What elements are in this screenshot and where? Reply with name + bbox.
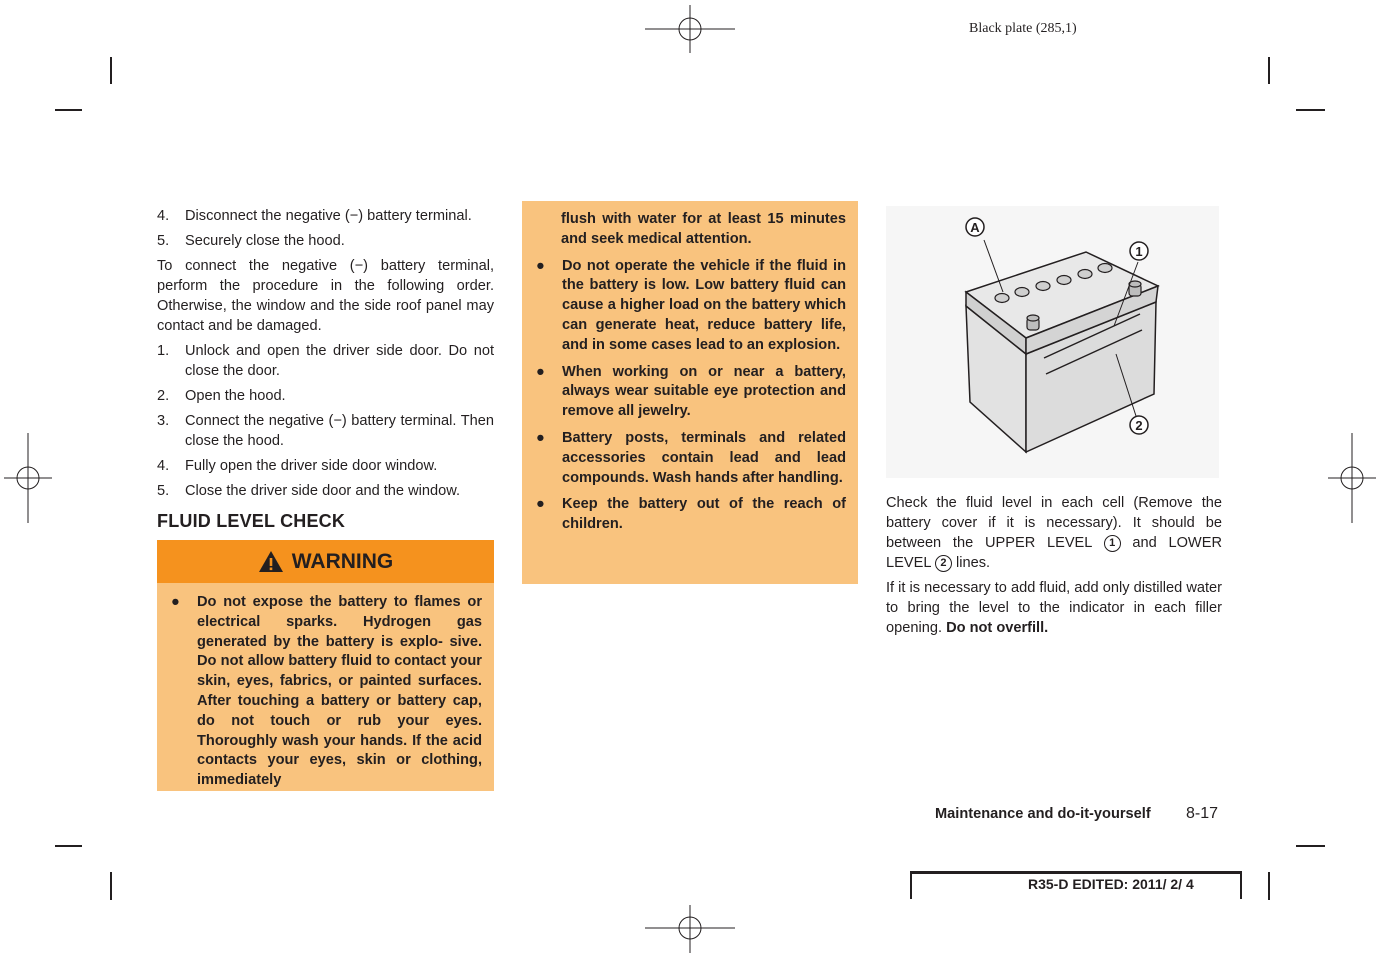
plate-label: Black plate (285,1): [969, 21, 1077, 36]
figure-label-1: 1: [1135, 244, 1143, 259]
battery-illustration: [886, 206, 1219, 478]
warning-triangle-icon: [258, 550, 284, 573]
figure-label-2: 2: [1135, 418, 1143, 433]
left-column: [157, 206, 494, 791]
warning-bullet: ● Do not expose the battery to flames or electrical sparks. Hydrogen gas generated by the battery is explo- sive. Do not allow battery fluid to contact your skin, eyes, fabrics, or painted surfaces. After touching a battery or battery cap, do not touch or rub your eyes. Thoroughly wash your hands. If the acid contacts your eyes, skin or clothing, immediately: [171, 594, 482, 789]
section-heading: FLUID LEVEL CHECK: [157, 511, 346, 531]
list-item: 1. Unlock and open the driver side door. Do not close the door.: [157, 343, 494, 379]
level-marker-2: 2: [935, 555, 952, 572]
warning-body-1: [157, 583, 494, 791]
right-column: [886, 493, 1222, 643]
level-marker-1: 1: [1104, 535, 1121, 552]
registration-mark-bottom: [645, 905, 735, 953]
page-number: 8-17: [1186, 805, 1219, 822]
warning-body-2: [522, 201, 858, 584]
registration-mark-top: [645, 5, 735, 55]
registration-mark-right: [1328, 433, 1376, 523]
edited-bar: [910, 871, 1242, 874]
list-item: 5. Securely close the hood.: [157, 233, 345, 249]
warning-title: WARNING: [291, 549, 394, 573]
list-item: 4. Disconnect the negative (−) battery terminal.: [157, 208, 472, 224]
list-item: 4. Fully open the driver side door window.: [157, 458, 438, 474]
paragraph: If it is necessary to add fluid, add only distilled water to bring the level to the indicator in each filler opening. Do not overfill.: [886, 580, 1222, 636]
warning-bullet: ● Do not operate the vehicle if the fluid in the battery is low. Low battery fluid can cause a higher load on the battery which can generate heat, reduce battery life, and in some cases lead to an explosion.: [536, 257, 846, 353]
paragraph: Check the fluid level in each cell (Remove the battery cover if it is necessary). It should be between the UPPER LEVEL 1 and LOWER LEVEL 2 lines.: [886, 495, 1222, 571]
figure-label-a: A: [970, 220, 980, 235]
warning-bullet: ● Keep the battery out of the reach of children.: [536, 496, 846, 533]
edited-stamp: R35-D EDITED: 2011/ 2/ 4: [1028, 876, 1194, 892]
warning-continuation: flush with water for at least 15 minutes and seek medical attention.: [561, 211, 846, 247]
list-item: 5. Close the driver side door and the window.: [157, 483, 461, 499]
list-item: 2. Open the hood.: [157, 388, 286, 404]
registration-mark-left: [4, 433, 52, 523]
warning-header: [157, 540, 494, 583]
warning-bullet: ● Battery posts, terminals and related accessories contain lead and lead compounds. Wash hands after handling.: [536, 429, 846, 486]
paragraph: To connect the negative (−) battery terminal, perform the procedure in the following order. Otherwise, the window and the side roof panel may contact and be damaged.: [157, 258, 494, 334]
list-item: 3. Connect the negative (−) battery terminal. Then close the hood.: [157, 413, 494, 449]
warning-bullet: ● When working on or near a battery, always wear suitable eye protection and remove all jewelry.: [536, 363, 846, 420]
section-title: Maintenance and do-it-yourself: [935, 806, 1151, 822]
